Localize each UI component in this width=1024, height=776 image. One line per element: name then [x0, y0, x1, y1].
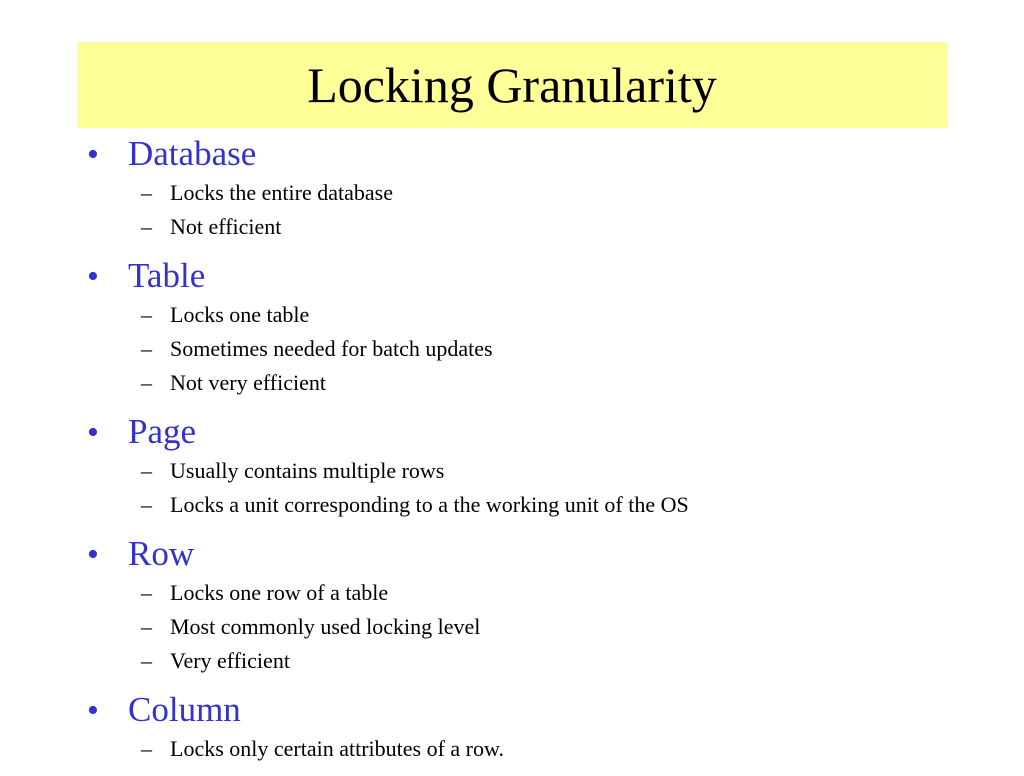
- bullet-list: [84, 132, 984, 776]
- dash-icon: –: [141, 736, 152, 761]
- sub-item-label: Locks the entire database: [170, 180, 393, 205]
- sub-item-label: Not very efficient: [170, 370, 326, 395]
- sub-item-label: Locks only certain attributes of a row.: [170, 736, 504, 761]
- dash-icon: –: [141, 370, 152, 395]
- title-band: [77, 42, 947, 128]
- dash-icon: –: [141, 492, 152, 517]
- dash-icon: –: [141, 648, 152, 673]
- bullet-label-table: Table: [128, 256, 206, 295]
- bullet-label-row: Row: [128, 534, 195, 573]
- sub-item: [141, 180, 984, 214]
- bullet-item: [84, 132, 984, 180]
- sub-item: [141, 648, 984, 682]
- sub-item: [141, 370, 984, 404]
- sub-item: [141, 736, 984, 770]
- dash-icon: –: [141, 580, 152, 605]
- sub-item-label: Very efficient: [170, 648, 290, 673]
- bullet-group-row: [84, 532, 984, 682]
- sub-item: [141, 492, 984, 526]
- sub-item-label: Locks one table: [170, 302, 310, 327]
- sub-item: [141, 614, 984, 648]
- sub-item-label: Usually contains multiple rows: [170, 458, 445, 483]
- sub-item: [141, 336, 984, 370]
- dash-icon: –: [141, 458, 152, 483]
- dash-icon: –: [141, 614, 152, 639]
- dash-icon: –: [141, 180, 152, 205]
- bullet-item: [84, 410, 984, 458]
- bullet-icon: •: [87, 536, 99, 573]
- bullet-icon: •: [87, 414, 99, 451]
- bullet-group-column: [84, 688, 984, 770]
- sub-item: [141, 458, 984, 492]
- bullet-icon: •: [87, 258, 99, 295]
- bullet-label-page: Page: [128, 412, 197, 451]
- bullet-group-table: [84, 254, 984, 404]
- sub-item-label: Not efficient: [170, 214, 282, 239]
- dash-icon: –: [141, 302, 152, 327]
- sub-item-label: Locks a unit corresponding to a the working unit of the OS: [170, 492, 689, 517]
- sub-item-label: Most commonly used locking level: [170, 614, 481, 639]
- dash-icon: –: [141, 336, 152, 361]
- sub-item: [141, 580, 984, 614]
- sub-item: [141, 214, 984, 248]
- bullet-icon: •: [87, 136, 99, 173]
- sub-item-label: Sometimes needed for batch updates: [170, 336, 493, 361]
- bullet-group-database: [84, 132, 984, 248]
- bullet-item: [84, 532, 984, 580]
- bullet-group-page: [84, 410, 984, 526]
- bullet-icon: •: [87, 692, 99, 729]
- bullet-item: [84, 254, 984, 302]
- bullet-item: [84, 688, 984, 736]
- slide-title: Locking Granularity: [307, 57, 717, 113]
- bullet-label-column: Column: [128, 690, 241, 729]
- dash-icon: –: [141, 214, 152, 239]
- bullet-label-database: Database: [128, 134, 257, 173]
- sub-item-label: Locks one row of a table: [170, 580, 389, 605]
- sub-item: [141, 302, 984, 336]
